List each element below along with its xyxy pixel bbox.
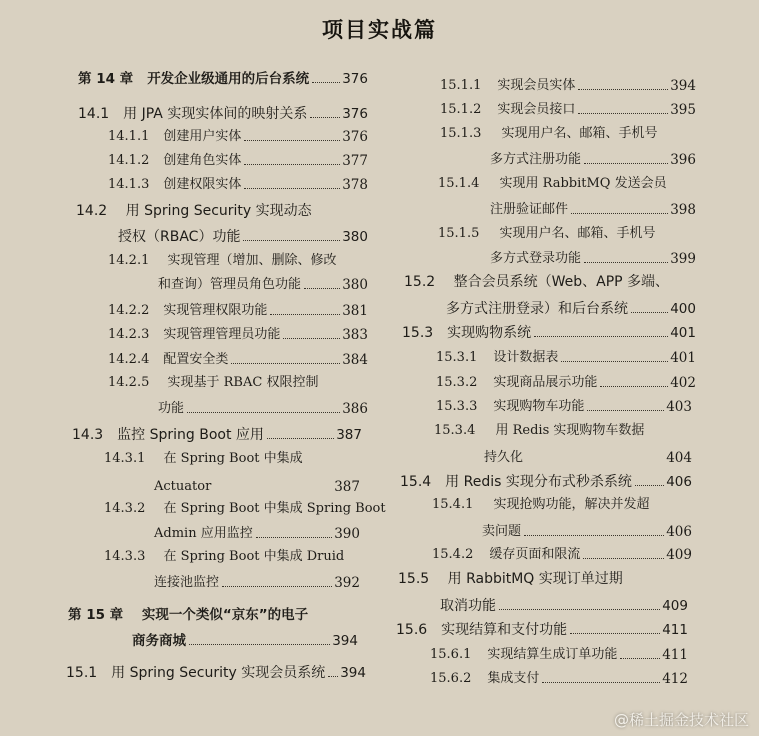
- entry-number: 15.1.3: [440, 126, 482, 141]
- leader-dots: [231, 363, 340, 364]
- leader-dots: [328, 676, 338, 677]
- entry-page: 387: [334, 479, 360, 495]
- entry-title-cont: 功能: [158, 401, 185, 416]
- entry-number: 15.3: [402, 325, 434, 341]
- toc-entry-15-6: [396, 621, 688, 639]
- entry-page: 400: [670, 301, 696, 317]
- entry-title: 整合会员系统（Web、APP 多端、: [453, 274, 670, 290]
- entry-number: 第 15 章: [68, 607, 124, 623]
- leader-dots: [620, 658, 660, 659]
- entry-page: 376: [342, 71, 368, 87]
- entry-title: 在 Spring Boot 中集成 Spring Boot: [163, 501, 386, 516]
- toc-entry-15-3-4-line1: [434, 422, 644, 440]
- entry-title: 创建用户实体: [163, 129, 242, 144]
- toc-entry-15-2-line1: [404, 273, 669, 291]
- entry-number: 14.1.1: [108, 129, 150, 144]
- entry-title: 用 Spring Security 实现动态: [125, 203, 312, 219]
- entry-title: 实现抢购功能，解决并发超: [493, 497, 650, 512]
- leader-dots: [267, 438, 334, 439]
- entry-title: 用 RabbitMQ 实现订单过期: [447, 571, 623, 587]
- entry-page: 401: [670, 325, 696, 341]
- entry-title: 创建角色实体: [163, 153, 242, 168]
- toc-entry-15-3-1: [436, 349, 696, 367]
- entry-page: 380: [342, 277, 368, 293]
- entry-number: 14.3: [72, 427, 104, 443]
- entry-number: 14.2.1: [108, 253, 150, 268]
- leader-dots: [270, 314, 340, 315]
- entry-page: 386: [342, 401, 368, 417]
- leader-dots: [244, 188, 340, 189]
- entry-page: 402: [670, 375, 696, 391]
- leader-dots: [571, 213, 668, 214]
- toc-entry-15-3-2: [436, 374, 696, 392]
- toc-entry-14-2-5: [158, 400, 368, 418]
- entry-title-cont: 商务商城: [132, 633, 186, 649]
- leader-dots: [631, 312, 668, 313]
- entry-title-cont: 多方式注册登录）和后台系统: [446, 301, 628, 317]
- entry-page: 384: [342, 352, 368, 368]
- entry-page: 394: [670, 78, 696, 94]
- entry-number: 15.1: [66, 665, 98, 681]
- entry-page: 383: [342, 327, 368, 343]
- toc-entry-15-4-1: [482, 523, 692, 541]
- entry-title-cont: 多方式登录功能: [490, 251, 582, 266]
- toc-entry-15-3: [402, 324, 696, 342]
- toc-entry-14-2-line1: [76, 202, 312, 220]
- toc-entry-15-1-5: [490, 250, 696, 268]
- toc-entry-14-2-1: [158, 276, 368, 294]
- leader-dots: [310, 117, 340, 118]
- leader-dots: [635, 485, 664, 486]
- entry-page: 390: [334, 526, 360, 542]
- toc-entry-14-3: [72, 426, 362, 444]
- leader-dots: [570, 633, 660, 634]
- toc-entry-15-1-4-line1: [438, 175, 667, 193]
- leader-dots: [526, 461, 664, 462]
- entry-page: 395: [670, 102, 696, 118]
- entry-page: 394: [332, 633, 358, 649]
- entry-title: 实现用户名、邮箱、手机号: [499, 226, 656, 241]
- leader-dots: [304, 288, 340, 289]
- toc-entry-15-4: [400, 473, 692, 491]
- entry-title: 实现结算生成订单功能: [487, 647, 618, 662]
- toc-entry-15-1-5-line1: [438, 225, 656, 243]
- leader-dots: [243, 240, 340, 241]
- entry-title: 配置安全类: [163, 352, 229, 367]
- entry-page: 409: [666, 547, 692, 563]
- leader-dots: [587, 410, 664, 411]
- leader-dots: [222, 586, 332, 587]
- entry-page: 412: [662, 671, 688, 687]
- entry-title: 实现用 RabbitMQ 发送会员: [499, 176, 667, 191]
- toc-entry-15-4-1-line1: [432, 496, 650, 514]
- entry-number: 14.3.3: [104, 549, 146, 564]
- entry-page: 411: [662, 622, 688, 638]
- toc-entry-15-1: [66, 664, 366, 682]
- entry-title: 用 JPA 实现实体间的映射关系: [123, 106, 308, 122]
- entry-title: 实现会员实体: [497, 78, 576, 93]
- entry-number: 15.6.1: [430, 647, 472, 662]
- entry-title-cont: 卖问题: [482, 524, 522, 539]
- entry-number: 15.1.1: [440, 78, 482, 93]
- toc-entry-15-3-4: [484, 449, 692, 467]
- entry-page: 387: [336, 427, 362, 443]
- entry-page: 381: [342, 303, 368, 319]
- entry-number: 15.3.1: [436, 350, 478, 365]
- entry-page: 392: [334, 575, 360, 591]
- entry-title: 缓存页面和限流: [489, 547, 581, 562]
- toc-entry-14-3-1: [154, 478, 360, 496]
- entry-number: 15.4.1: [432, 497, 474, 512]
- entry-title: 用 Redis 实现购物车数据: [495, 423, 645, 438]
- toc-entry-14-2-3: [108, 326, 368, 344]
- toc-entry-15-1-3-line1: [440, 125, 658, 143]
- leader-dots: [244, 164, 340, 165]
- entry-number: 15.6: [396, 622, 428, 638]
- leader-dots: [244, 140, 340, 141]
- toc-entry-14-1-1: [108, 128, 368, 146]
- toc-entry-14-3-2-line1: [104, 500, 386, 518]
- entry-number: 15.5: [398, 571, 430, 587]
- page-title: 项目实战篇: [322, 18, 437, 42]
- entry-title: 在 Spring Boot 中集成: [163, 451, 303, 466]
- entry-title: 实现一个类似“京东”的电子: [141, 607, 309, 623]
- toc-entry-15-4-2: [432, 546, 692, 564]
- toc-entry-14-2-2: [108, 302, 368, 320]
- leader-dots: [499, 609, 660, 610]
- entry-number: 15.4: [400, 474, 432, 490]
- entry-page: 396: [670, 152, 696, 168]
- toc-entry-14-3-1-line1: [104, 450, 303, 468]
- leader-dots: [524, 535, 664, 536]
- entry-page: 406: [666, 524, 692, 540]
- leader-dots: [584, 262, 668, 263]
- entry-title: 实现结算和支付功能: [441, 622, 568, 638]
- toc-entry-15-1-4: [490, 201, 696, 219]
- leader-dots: [214, 490, 332, 491]
- toc-entry-14-3-3-line1: [104, 548, 344, 566]
- entry-number: 14.3.2: [104, 501, 146, 516]
- entry-number: 14.1.2: [108, 153, 150, 168]
- toc-entry-15-1-2: [440, 101, 696, 119]
- entry-page: 398: [670, 202, 696, 218]
- entry-title: 在 Spring Boot 中集成 Druid: [163, 549, 345, 564]
- entry-title-cont: 和查询）管理员角色功能: [158, 277, 302, 292]
- leader-dots: [584, 163, 668, 164]
- toc-entry-15-3-3: [436, 398, 692, 416]
- leader-dots: [600, 386, 668, 387]
- entry-title: 实现商品展示功能: [493, 375, 598, 390]
- leader-dots: [561, 361, 668, 362]
- entry-title-cont: Actuator: [154, 479, 212, 494]
- leader-dots: [256, 537, 333, 538]
- toc-entry-14-2-5-line1: [108, 374, 318, 392]
- toc-entry-15-6-2: [430, 670, 688, 688]
- toc-entry-15-1-1: [440, 77, 696, 95]
- entry-number: 14.2.5: [108, 375, 150, 390]
- entry-title: 创建权限实体: [163, 177, 242, 192]
- toc-entry-15-2: [446, 300, 696, 318]
- leader-dots: [542, 682, 660, 683]
- toc-entry-15-1-3: [490, 151, 696, 169]
- entry-title-cont: 多方式注册功能: [490, 152, 582, 167]
- leader-dots: [578, 113, 668, 114]
- entry-number: 第 14 章: [78, 71, 134, 87]
- entry-number: 14.2.4: [108, 352, 150, 367]
- entry-page: 376: [342, 106, 368, 122]
- entry-page: 376: [342, 129, 368, 145]
- entry-title: 集成支付: [487, 671, 540, 686]
- leader-dots: [534, 336, 668, 337]
- entry-page: 399: [670, 251, 696, 267]
- leader-dots: [189, 644, 330, 645]
- entry-number: 15.1.5: [438, 226, 480, 241]
- entry-number: 15.3.4: [434, 423, 476, 438]
- toc-entry-14-1: [78, 105, 368, 123]
- entry-title: 用 Spring Security 实现会员系统: [111, 665, 326, 681]
- entry-title: 实现购物系统: [447, 325, 532, 341]
- toc-entry-15-5: [440, 597, 688, 615]
- entry-title: 设计数据表: [493, 350, 559, 365]
- entry-page: 409: [662, 598, 688, 614]
- entry-title-cont: 授权（RBAC）功能: [118, 229, 241, 245]
- toc-entry-15-5-line1: [398, 570, 623, 588]
- entry-page: 377: [342, 153, 368, 169]
- entry-title: 实现管理（增加、删除、修改: [167, 253, 337, 268]
- entry-number: 14.2.2: [108, 303, 150, 318]
- leader-dots: [312, 82, 340, 83]
- leader-dots: [583, 558, 664, 559]
- entry-title-cont: 取消功能: [440, 598, 496, 614]
- entry-page: 380: [342, 229, 368, 245]
- watermark: @稀土掘金技术社区: [613, 711, 749, 729]
- toc-entry-14-2-1-line1: [108, 252, 337, 270]
- entry-title-cont: 连接池监控: [154, 575, 220, 590]
- entry-title-cont: 注册验证邮件: [490, 202, 569, 217]
- entry-page: 378: [342, 177, 368, 193]
- entry-title: 实现用户名、邮箱、手机号: [501, 126, 658, 141]
- entry-title: 实现管理权限功能: [163, 303, 268, 318]
- toc-entry-14-3-3: [154, 574, 360, 592]
- toc-entry-ch15: [132, 632, 358, 650]
- entry-number: 14.2.3: [108, 327, 150, 342]
- toc-entry-14-1-2: [108, 152, 368, 170]
- entry-page: 394: [340, 665, 366, 681]
- entry-page: 401: [670, 350, 696, 366]
- entry-title: 用 Redis 实现分布式秒杀系统: [445, 474, 632, 490]
- entry-number: 15.4.2: [432, 547, 474, 562]
- toc-entry-ch14: [78, 70, 368, 88]
- entry-number: 15.1.2: [440, 102, 482, 117]
- entry-number: 15.1.4: [438, 176, 480, 191]
- entry-title-cont: 持久化: [484, 450, 524, 465]
- toc-entry-14-2: [118, 228, 368, 246]
- toc-entry-14-3-2: [154, 525, 360, 543]
- entry-title: 实现基于 RBAC 权限控制: [167, 375, 319, 390]
- toc-entry-15-6-1: [430, 646, 688, 664]
- entry-number: 15.3.3: [436, 399, 478, 414]
- entry-title: 实现购物车功能: [493, 399, 585, 414]
- entry-number: 15.6.2: [430, 671, 472, 686]
- entry-page: 406: [666, 474, 692, 490]
- leader-dots: [283, 338, 340, 339]
- entry-number: 15.2: [404, 274, 436, 290]
- toc-entry-14-2-4: [108, 351, 368, 369]
- toc-entry-ch15-line1: [68, 606, 308, 624]
- entry-page: 403: [666, 399, 692, 415]
- entry-title: 实现会员接口: [497, 102, 576, 117]
- entry-number: 15.3.2: [436, 375, 478, 390]
- entry-number: 14.3.1: [104, 451, 146, 466]
- toc-entry-14-1-3: [108, 176, 368, 194]
- entry-title: 监控 Spring Boot 应用: [117, 427, 264, 443]
- entry-number: 14.1.3: [108, 177, 150, 192]
- entry-page: 404: [666, 450, 692, 466]
- leader-dots: [578, 89, 668, 90]
- leader-dots: [187, 412, 340, 413]
- entry-title: 开发企业级通用的后台系统: [147, 71, 310, 87]
- entry-number: 14.2: [76, 203, 108, 219]
- entry-title: 实现管理管理员功能: [163, 327, 281, 342]
- entry-number: 14.1: [78, 106, 110, 122]
- entry-page: 411: [662, 647, 688, 663]
- entry-title-cont: Admin 应用监控: [154, 526, 253, 541]
